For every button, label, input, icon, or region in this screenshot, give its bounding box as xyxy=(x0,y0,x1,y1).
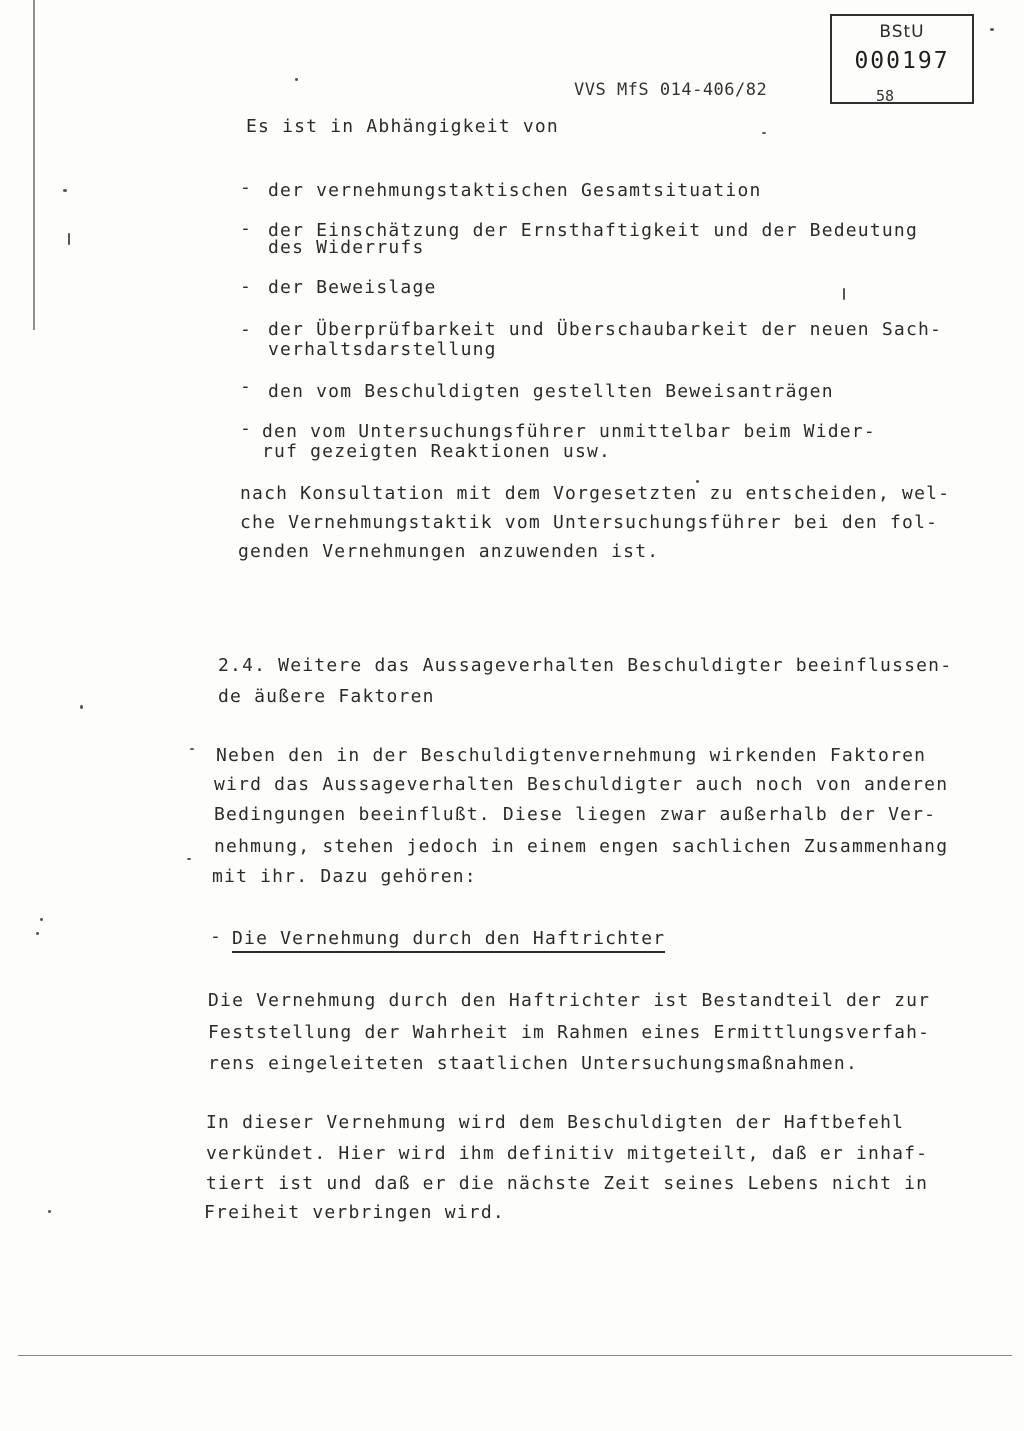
scan-speck xyxy=(843,288,845,300)
bullet-text: ruf gezeigten Reaktionen usw. xyxy=(262,441,612,462)
bullet-dash: - xyxy=(240,319,251,340)
stamp-number: 000197 xyxy=(854,48,950,74)
bullet-dash: - xyxy=(240,218,251,239)
bullet-text: der Überprüfbarkeit und Überschaubarkeit der neuen Sach- xyxy=(268,319,943,340)
paragraph-line: nach Konsultation mit dem Vorgesetzten zu entscheiden, wel- xyxy=(240,483,951,504)
paragraph-line: Neben den in der Beschuldigtenvernehmung wirkenden Faktoren xyxy=(216,745,927,766)
archive-stamp xyxy=(830,14,974,104)
bullet-text: der vernehmungstaktischen Gesamtsituation xyxy=(268,180,762,201)
heading-line: de äußere Faktoren xyxy=(218,686,435,707)
scan-speck xyxy=(295,78,298,81)
paragraph-line: Bedingungen beeinflußt. Diese liegen zwar außerhalb der Ver- xyxy=(214,804,937,825)
margin-line xyxy=(33,0,35,330)
scan-speck xyxy=(80,705,83,709)
heading-line: 2.4. Weitere das Aussageverhalten Beschuldigter beeinflussen- xyxy=(218,655,953,676)
bullet-text: verhaltsdarstellung xyxy=(268,339,497,360)
paragraph-line: Freiheit verbringen wird. xyxy=(204,1202,505,1223)
scan-speck xyxy=(990,28,994,31)
scan-speck xyxy=(40,918,43,921)
paragraph-line: wird das Aussageverhalten Beschuldigter auch noch von anderen xyxy=(214,774,949,795)
scan-speck xyxy=(190,748,194,750)
bullet-dash: - xyxy=(240,418,251,439)
paragraph-line: tiert ist und daß er die nächste Zeit seines Lebens nicht in xyxy=(206,1173,929,1194)
paragraph-line: rens eingeleiteten staatlichen Untersuchungsmaßnahmen. xyxy=(208,1053,858,1074)
scan-speck xyxy=(48,1210,51,1213)
document-reference: VVS MfS 014-406/82 xyxy=(574,80,768,100)
scan-speck xyxy=(68,233,70,245)
paragraph-line: mit ihr. Dazu gehören: xyxy=(212,866,477,887)
bullet-dash: - xyxy=(240,177,251,198)
page-number: 58 xyxy=(876,87,895,105)
bullet-text: der Einschätzung der Ernsthaftigkeit und der Bedeutung xyxy=(268,220,918,241)
paragraph-line: In dieser Vernehmung wird dem Beschuldigten der Haftbefehl xyxy=(206,1112,905,1133)
bullet-dash: - xyxy=(240,376,251,397)
stamp-org: BStU xyxy=(879,22,925,42)
scan-speck xyxy=(187,858,191,860)
scan-speck xyxy=(63,189,67,192)
bullet-dash: - xyxy=(240,276,251,297)
paragraph-line: Die Vernehmung durch den Haftrichter ist Bestandteil der zur xyxy=(208,990,931,1011)
paragraph-line: genden Vernehmungen anzuwenden ist. xyxy=(238,541,660,562)
paragraph-line: Feststellung der Wahrheit im Rahmen eines Ermittlungsverfah- xyxy=(208,1022,931,1043)
intro-line: Es ist in Abhängigkeit von xyxy=(246,116,559,137)
bullet-text: den vom Beschuldigten gestellten Beweisanträgen xyxy=(268,381,834,402)
paragraph-line: che Vernehmungstaktik vom Untersuchungsführer bei den fol- xyxy=(240,512,939,533)
scan-speck xyxy=(36,932,39,935)
bullet-text: den vom Untersuchungsführer unmittelbar beim Wider- xyxy=(262,421,876,442)
bullet-text: des Widerrufs xyxy=(268,237,425,258)
subheading-dash: - xyxy=(210,926,221,947)
bullet-text: der Beweislage xyxy=(268,277,437,298)
bottom-rule xyxy=(18,1355,1012,1356)
subheading: Die Vernehmung durch den Haftrichter xyxy=(232,928,665,953)
scan-speck xyxy=(762,132,766,134)
paragraph-line: verkündet. Hier wird ihm definitiv mitgeteilt, daß er inhaf- xyxy=(206,1143,929,1164)
paragraph-line: nehmung, stehen jedoch in einem engen sachlichen Zusammenhang xyxy=(214,836,949,857)
